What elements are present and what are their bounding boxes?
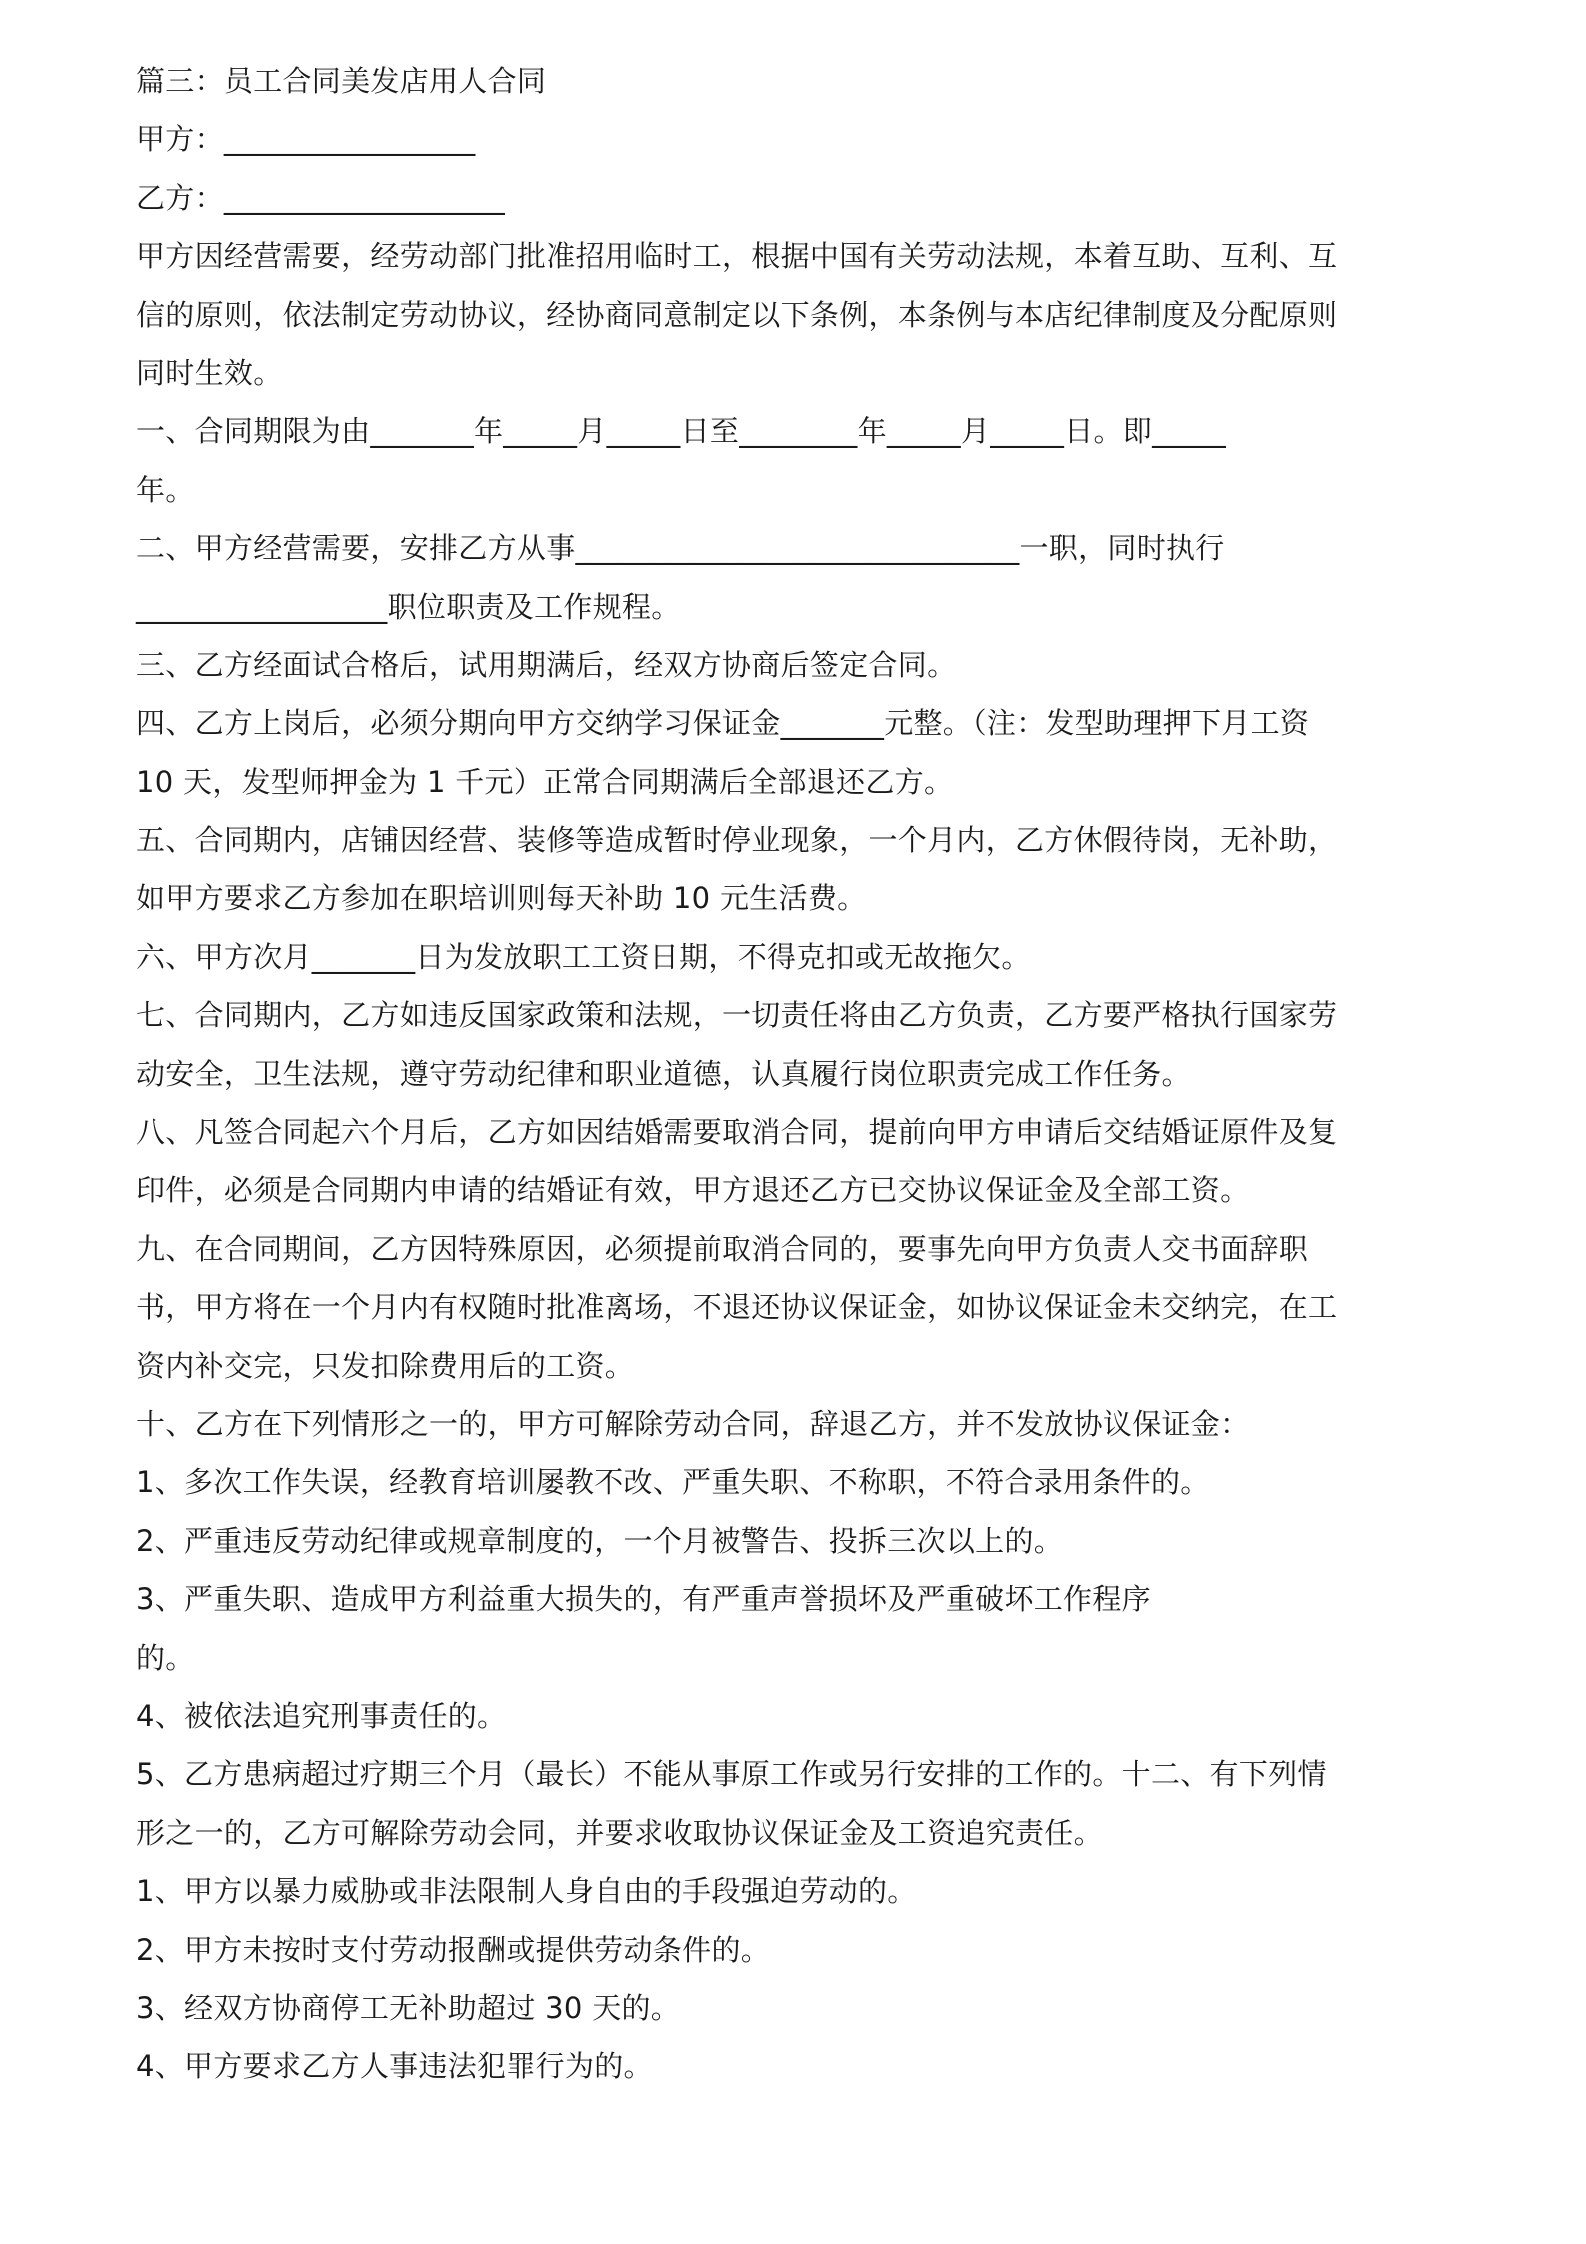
document-body <box>136 52 1466 2096</box>
clause-6-line: 六、甲方次月_______日为发放职工工资日期，不得克扣或无故拖欠。 <box>136 939 1031 974</box>
clause-8-line: 印件，必须是合同期内申请的结婚证有效，甲方退还乙方已交协议保证金及全部工资。 <box>136 1173 1250 1208</box>
clause-2-line: 二、甲方经营需要，安排乙方从事______________________________一职，同时执行 <box>136 531 1225 566</box>
clause-2-line: _________________职位职责及工作规程。 <box>136 589 681 624</box>
preamble-line: 信的原则，依法制定劳动协议，经协商同意制定以下条例，本条例与本店纪律制度及分配原则 <box>136 297 1338 332</box>
party-a-line: 甲方：_________________ <box>136 122 476 157</box>
clause-9-line: 九、在合同期间，乙方因特殊原因，必须提前取消合同的，要事先向甲方负责人交书面辞职 <box>136 1231 1309 1266</box>
list-item: 的。 <box>136 1640 195 1675</box>
list-item: 4、被依法追究刑事责任的。 <box>136 1698 507 1733</box>
clause-3-line: 三、乙方经面试合格后，试用期满后，经双方协商后签定合同。 <box>136 647 957 682</box>
list-item: 1、甲方以暴力威胁或非法限制人身自由的手段强迫劳动的。 <box>136 1874 917 1909</box>
list-item: 3、严重失职、造成甲方利益重大损失的，有严重声誉损坏及严重破坏工作程序 <box>136 1582 1151 1617</box>
document-title: 篇三：员工合同美发店用人合同 <box>136 64 547 98</box>
clause-7-line: 动安全，卫生法规，遵守劳动纪律和职业道德，认真履行岗位职责完成工作任务。 <box>136 1056 1191 1091</box>
clause-8-line: 八、凡签合同起六个月后，乙方如因结婚需要取消合同，提前向甲方申请后交结婚证原件及复 <box>136 1115 1338 1150</box>
list-item: 4、甲方要求乙方人事违法犯罪行为的。 <box>136 2049 653 2084</box>
list-item: 2、甲方未按时支付劳动报酬或提供劳动条件的。 <box>136 1932 771 1967</box>
clause-4-line: 四、乙方上岗后，必须分期向甲方交纳学习保证金_______元整。（注：发型助理押下月工资 <box>136 706 1310 741</box>
preamble-line: 甲方因经营需要，经劳动部门批准招用临时工，根据中国有关劳动法规，本着互助、互利、互 <box>136 239 1338 274</box>
clause-12-line: 形之一的，乙方可解除劳动会同，并要求收取协议保证金及工资追究责任。 <box>136 1815 1103 1850</box>
list-item: 1、多次工作失误，经教育培训屡教不改、严重失职、不称职，不符合录用条件的。 <box>136 1465 1210 1500</box>
list-item: 5、乙方患病超过疗期三个月（最长）不能从事原工作或另行安排的工作的。十二、有下列情 <box>136 1757 1327 1792</box>
clause-10-line: 十、乙方在下列情形之一的，甲方可解除劳动合同，辞退乙方，并不发放协议保证金： <box>136 1406 1250 1441</box>
list-item: 3、经双方协商停工无补助超过 30 天的。 <box>136 1990 681 2025</box>
clause-9-line: 书，甲方将在一个月内有权随时批准离场，不退还协议保证金，如协议保证金未交纳完，在工 <box>136 1290 1338 1325</box>
clause-5-line: 如甲方要求乙方参加在职培训则每天补助 10 元生活费。 <box>136 881 867 916</box>
clause-9-line: 资内补交完，只发扣除费用后的工资。 <box>136 1348 635 1383</box>
list-item: 2、严重违反劳动纪律或规章制度的，一个月被警告、投拆三次以上的。 <box>136 1523 1064 1558</box>
clause-1-line: 年。 <box>136 472 195 507</box>
preamble-line: 同时生效。 <box>136 355 283 390</box>
clause-7-line: 七、合同期内，乙方如违反国家政策和法规，一切责任将由乙方负责，乙方要严格执行国家劳 <box>136 998 1338 1033</box>
clause-4-line: 10 天，发型师押金为 1 千元）正常合同期满后全部退还乙方。 <box>136 764 954 799</box>
clause-5-line: 五、合同期内，店铺因经营、装修等造成暂时停业现象，一个月内，乙方休假待岗，无补助， <box>136 823 1338 858</box>
party-b-line: 乙方：___________________ <box>136 180 506 215</box>
clause-1-line: 一、合同期限为由_______年_____月_____日至________年_____月_____日。即_____ <box>136 414 1227 449</box>
